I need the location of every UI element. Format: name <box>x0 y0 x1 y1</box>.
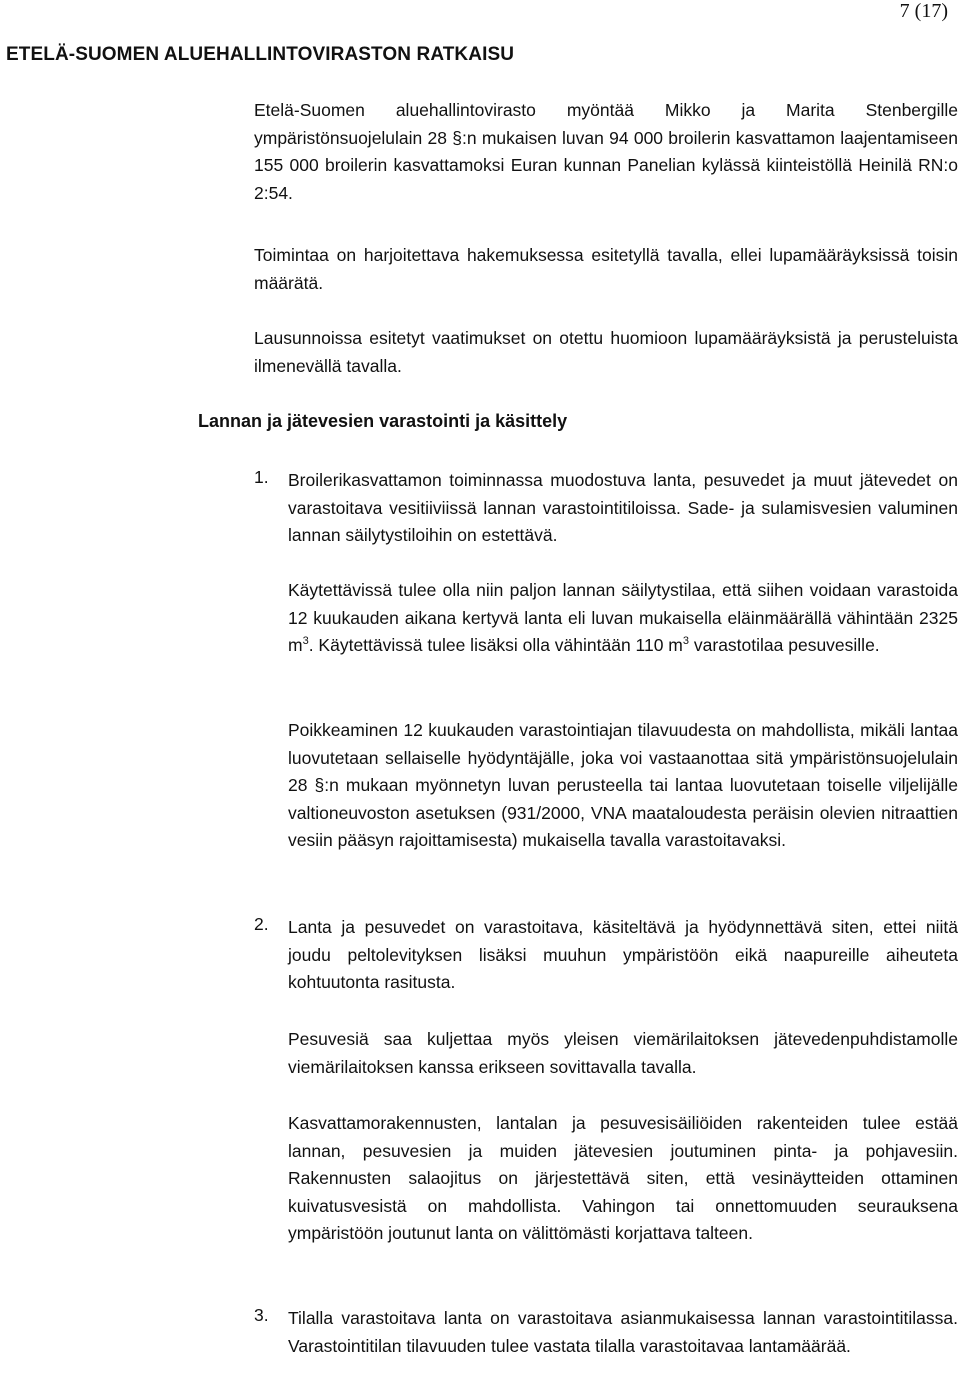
item-1-paragraph-exception: Poikkeaminen 12 kuukauden varastointiajan tilavuudesta on mahdollista, mikäli lantaa luovutetaan sellaiselle hyödyntäjälle, joka voi vastaanottaa sitä ympäristönsuojelulain 28 §:n mukaan myönnetyn luvan perusteella tai lantaa luovutetaan toiselle viljelijälle valtioneuvoston asetuksen (931/2000, VNA maataloudesta peräisin olevien nitraattien vesiin pääsyn rajoittamisesta) mukaisella tavalla varastoitavaksi. <box>288 720 958 850</box>
item-2-paragraph-washwater: Pesuvesiä saa kuljettaa myös yleisen viemärilaitoksen jätevedenpuhdistamolle viemärilaitoksen kanssa erikseen sovittavalla tavalla. <box>288 1029 958 1077</box>
item-2-paragraph-structures: Kasvattamorakennusten, lantalan ja pesuvesisäiliöiden rakenteiden tulee estää lannan, pesuvesien ja muiden jätevesien joutuminen pinta- ja pohjavesiin. Rakennusten salaojitus on järjestettävä siten, että vesinäytteiden ottaminen kuivatusvesistä on mahdollista. Vahingon tai onnettomuuden seurauksena ympäristöön joutunut lanta on välittömästi korjattava talteen. <box>288 1113 958 1243</box>
list-item-text: Broilerikasvattamon toiminnassa muodostuva lanta, pesuvedet ja muut jätevedet on varastoitava vesitiiviissä lannan varastointitiloissa. Sade- ja sulamisvesien valuminen lannan säilytystiloihin on estettävä. <box>288 470 958 545</box>
page-number: 7 (17) <box>899 0 948 22</box>
list-item-text: Lanta ja pesuvedet on varastoitava, käsiteltävä ja hyödynnettävä siten, ettei niitä joudu peltolevityksen lisäksi muuhun ympäristöön eikä naapureille aiheuteta kohtuutonta rasitusta. <box>288 917 958 992</box>
list-item-text: Tilalla varastoitava lanta on varastoitava asianmukaisessa lannan varastointitilassa. Varastointitilan tilavuuden tulee vastata tilalla varastoitavaa lantamäärää. <box>288 1308 958 1356</box>
intro-paragraph-1: Etelä-Suomen aluehallintovirasto myöntää Mikko ja Marita Stenbergille ympäristönsuojelulain 28 §:n mukaisen luvan 94 000 broilerin kasvattamon laajentamiseen 155 000 broilerin kasvattamoksi Euran kunnan Panelian kylässä kiinteistöllä Heinilä RN:o 2:54. <box>254 100 958 203</box>
list-item-number: 1. <box>254 467 269 487</box>
list-item-number: 3. <box>254 1305 269 1325</box>
item-1-paragraph-storage <box>288 577 958 660</box>
superscript: 3 <box>302 635 309 648</box>
text-run: . Käytettävissä tulee lisäksi olla vähintään 110 m <box>308 635 683 655</box>
list-item-number: 2. <box>254 914 269 934</box>
intro-paragraph-3: Lausunnoissa esitetyt vaatimukset on otettu huomioon lupamääräyksistä ja perusteluista ilmenevällä tavalla. <box>254 328 958 376</box>
section-heading: Lannan ja jätevesien varastointi ja käsittely <box>198 411 568 431</box>
text-run: Käytettävissä tulee olla niin paljon lannan säilytystilaa, että siihen voidaan varastoida 12 kuukauden aikana kertyvä lanta eli luvan mukaisella eläinmäärällä vähintään 2325 m <box>288 580 958 655</box>
document-title: ETELÄ-SUOMEN ALUEHALLINTOVIRASTON RATKAISU <box>6 44 515 65</box>
intro-paragraph-2: Toimintaa on harjoitettava hakemuksessa esitetyllä tavalla, ellei lupamääräyksissä toisin määrätä. <box>254 245 958 293</box>
superscript: 3 <box>682 635 690 648</box>
text-run: varastotilaa pesuvesille. <box>689 635 880 655</box>
